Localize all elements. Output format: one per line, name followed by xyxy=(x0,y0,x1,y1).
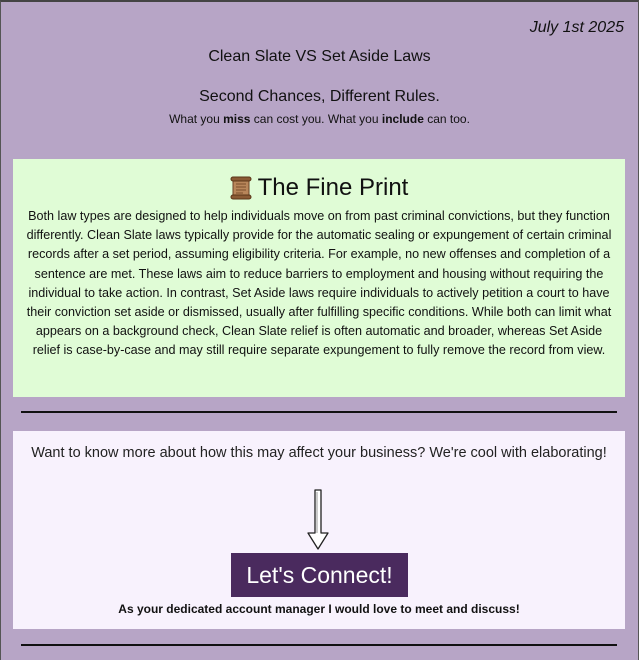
fine-print-heading xyxy=(21,173,617,203)
cta-note: As your dedicated account manager I would love to meet and discuss! xyxy=(118,602,520,616)
tagline-part: can too. xyxy=(423,112,470,126)
tagline-part: can cost you. What you xyxy=(250,112,382,126)
page-subtitle: Second Chances, Different Rules. xyxy=(199,88,440,105)
scroll-icon xyxy=(230,176,252,200)
tagline-bold-include: include xyxy=(381,112,424,126)
page-title: Clean Slate VS Set Aside Laws xyxy=(208,48,431,65)
fine-print-body: Both law types are designed to help individuals move on from past criminal convictions, but they function differently. Clean Slate laws typically provide for the automatic sealing or expungement of certain criminal records after a set period, assuming eligibility criteria. For example, no new offenses and completion of a sentence are met. These laws aim to reduce barriers to employment and housing without requiring the individual to take action. In contrast, Set Aside laws require individuals to actively petition a court to have their conviction set aside or dismissed, usually after fulfilling specific conditions. While both can limit what appears on a background check, Clean Slate relief is often automatic and broader, whereas Set Aside relief is case-by-case and may still require separate expungement to fully remove the record from view. xyxy=(26,209,612,358)
cta-question: Want to know more about how this may affect your business? We're cool with elaborating! xyxy=(31,445,607,461)
down-arrow-icon xyxy=(306,489,330,551)
tagline-bold-miss: miss xyxy=(223,112,251,126)
lets-connect-button[interactable]: Let's Connect! xyxy=(231,553,408,597)
fine-print-title: The Fine Print xyxy=(257,174,409,201)
tagline xyxy=(1,112,638,126)
divider xyxy=(21,644,617,646)
fine-print-section xyxy=(13,159,625,397)
divider xyxy=(21,411,617,413)
cta-section xyxy=(13,431,625,629)
tagline-part: What you xyxy=(169,112,224,126)
date-label: July 1st 2025 xyxy=(529,19,624,36)
